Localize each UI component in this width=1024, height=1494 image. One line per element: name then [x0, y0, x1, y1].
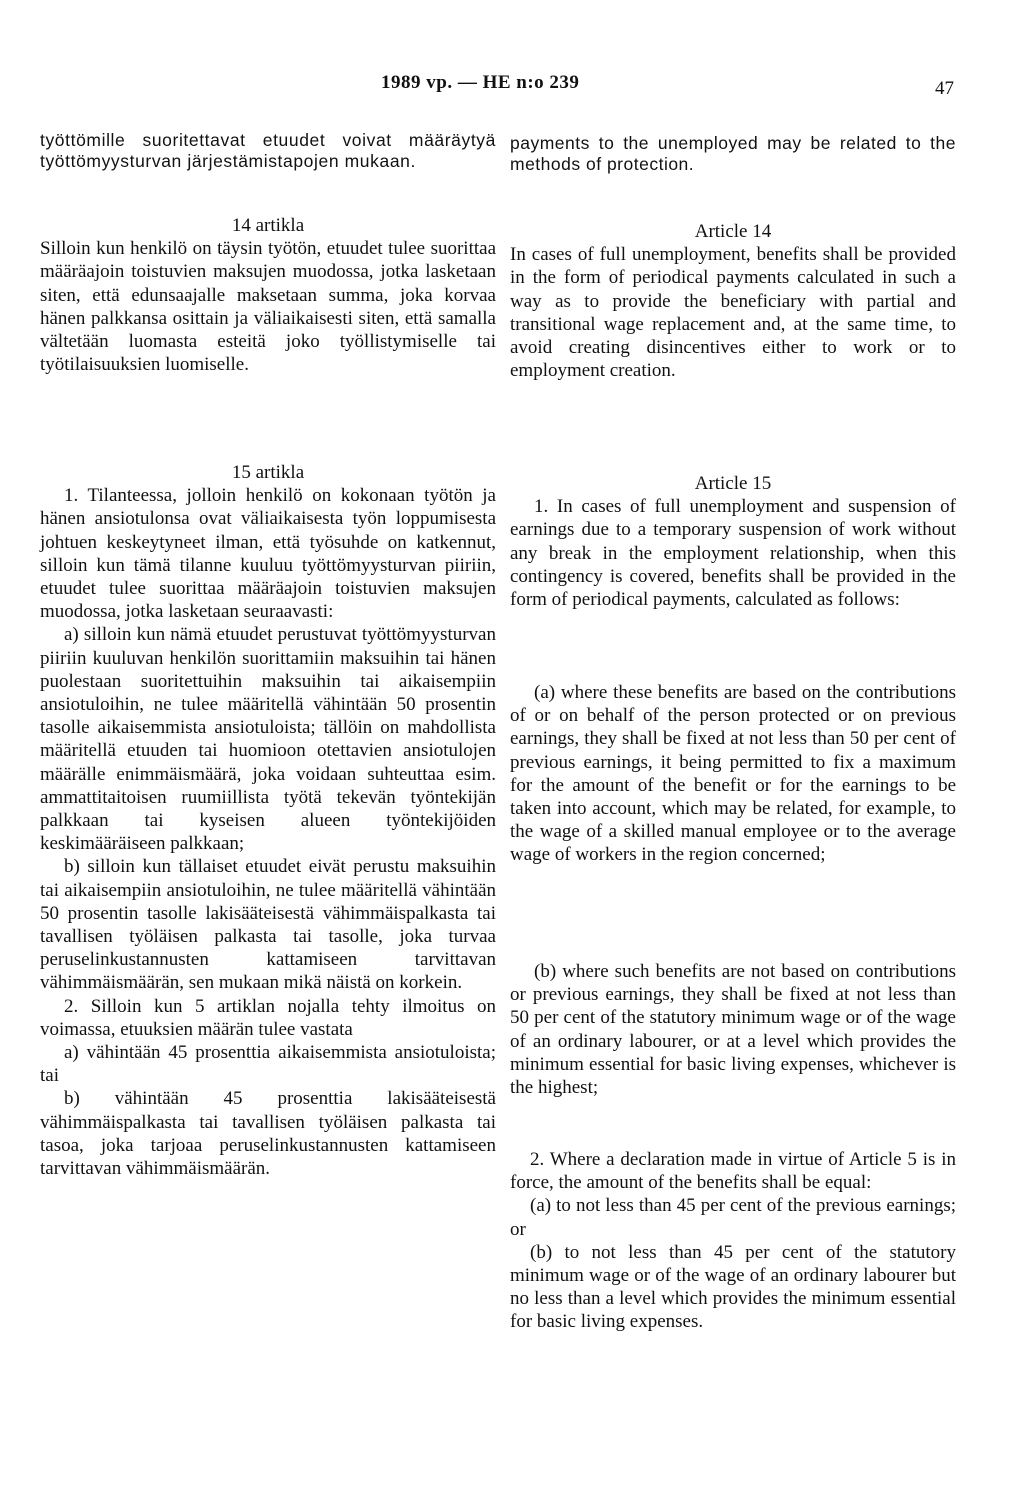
finnish-article-15-paragraph-2: 2. Silloin kun 5 artiklan nojalla tehty ilmoitus on voimassa, etuuksien määrän tulee vastata — [40, 995, 496, 1040]
finnish-continuation-text: työttömille suoritettavat etuudet voivat määräytyä työttömyysturvan järjestämistapojen mukaan. — [40, 130, 496, 171]
english-continuation-text: payments to the unemployed may be related to the methods of protection. — [510, 133, 956, 174]
english-article-14-heading: Article 14 — [694, 221, 772, 242]
finnish-continuation — [40, 130, 496, 172]
english-article-15-section-2 — [510, 1148, 956, 1334]
english-article-15-paragraph-2b: (b) to not less than 45 per cent of the statutory minimum wage or of the wage of an ordinary labourer but no less than a level which provides the minimum essential for basic living expenses. — [510, 1241, 956, 1333]
finnish-article-14-heading: 14 artikla — [231, 215, 305, 236]
finnish-article-15-paragraph-1: 1. Tilanteessa, jolloin henkilö on kokonaan työtön ja hänen ansiotulonsa ovat väliaikaisesta työn loppumisesta johtuen keskeytyneet ilman, että työsuhde on katkennut, silloin kun tämä tilanne kuuluu työttömyysturvan piiriin, etuudet tulee suorittaa määräajoin toistuvien maksujen muodossa, jotka lasketaan seuraavasti: — [40, 485, 496, 623]
page-number: 47 — [935, 78, 954, 99]
english-article-15-block-b — [510, 960, 956, 1099]
english-article-15-paragraph-2a: (a) to not less than 45 per cent of the previous earnings; or — [510, 1195, 956, 1240]
english-article-15-heading: Article 15 — [694, 473, 772, 494]
english-article-15-paragraph-1a: (a) where these benefits are based on the contributions of or on behalf of the person protected or on previous earnings, they shall be fixed at not less than 50 per cent of previous earnings, it being permitted to fix a maximum for the amount of the benefit or for the earnings to be taken into account, which may be related, for example, to the wage of a skilled manual employee or to the average wage of workers in the region concerned; — [510, 682, 956, 866]
english-article-14 — [510, 220, 956, 382]
finnish-article-15 — [40, 461, 496, 1180]
english-article-15-paragraph-2: 2. Where a declaration made in virtue of Article 5 is in force, the amount of the benefits shall be equal: — [510, 1149, 956, 1194]
finnish-article-15-paragraph-1b: b) silloin kun tällaiset etuudet eivät perustu maksuihin tai aikaisempiin ansiotuloihin, ne tulee määritellä vähintään 50 prosentin tasolle lakisääteisestä vähimmäispalkasta tai tavallisen työläisen palkasta tai tasolle, joka turvaa peruselinkustannusten kattamiseen tarvittavan vähimmäismäärän, sen mukaan mikä näistä on korkein. — [40, 856, 496, 994]
page-header — [0, 72, 1024, 102]
finnish-article-15-paragraph-2b: b) vähintään 45 prosenttia lakisääteisestä vähimmäispalkasta tai tavallisen työläisen palkasta tai tasoa, joka tarjoaa peruselinkustannusten kattamiseen tarvittavan vähimmäismäärän. — [40, 1088, 496, 1180]
finnish-article-15-heading: 15 artikla — [231, 462, 305, 483]
finnish-article-15-paragraph-1a: a) silloin kun nämä etuudet perustuvat työttömyysturvan piiriin kuuluvan henkilön suorittamiin maksuihin tai hänen puolestaan suoritettuihin maksuihin tai aikaisempiin ansiotuloihin, ne tulee määritellä vähintään 50 prosentin tasolle aikaisemmista ansiotuloista; tällöin on mahdollista määritellä etuuden tai huomioon otettavien ansiotulojen määrälle enimmäismäärä, joka voidaan suhteuttaa esim. ammattitaitoisen ruumiillista työtä tekevän työntekijän palkkaan tai kyseisen alueen työntekijöiden keskimääräiseen palkkaan; — [40, 624, 496, 855]
english-article-15-paragraph-1: 1. In cases of full unemployment and suspension of earnings due to a temporary suspension of work without any break in the employment relationship, when this contingency is covered, benefits shall be provided in the form of periodical payments, calculated as follows: — [510, 496, 956, 611]
english-article-15-block-a — [510, 681, 956, 867]
finnish-article-14-text: Silloin kun henkilö on täysin työtön, etuudet tulee suorittaa määräajoin toistuvien maksujen muodossa, jotka lasketaan siten, että edunsaajalle maksetaan summa, joka korvaa hänen palkkansa osittain ja väliaikaisesti siten, että samalla vältetään luomasta esteitä joko työllistymiselle tai työtilaisuuksien luomiselle. — [40, 238, 496, 376]
english-article-15 — [510, 472, 956, 611]
english-article-14-text: In cases of full unemployment, benefits shall be provided in the form of periodical payments calculated in such a way as to provide the beneficiary with partial and transitional wage replacement and, at the same time, to avoid creating disincentives either to work or to employment creation. — [510, 244, 956, 382]
english-continuation — [510, 133, 956, 175]
document-title: 1989 vp. — HE n:o 239 — [381, 72, 580, 93]
english-article-15-paragraph-1b: (b) where such benefits are not based on contributions or previous earnings, they shall be fixed at not less than 50 per cent of the statutory minimum wage or of the wage of an ordinary labourer, or at a level which provides the minimum essential for basic living expenses, whichever is the highest; — [510, 961, 956, 1099]
finnish-article-15-paragraph-2a: a) vähintään 45 prosenttia aikaisemmista ansiotuloista; tai — [40, 1042, 496, 1087]
finnish-article-14 — [40, 214, 496, 376]
